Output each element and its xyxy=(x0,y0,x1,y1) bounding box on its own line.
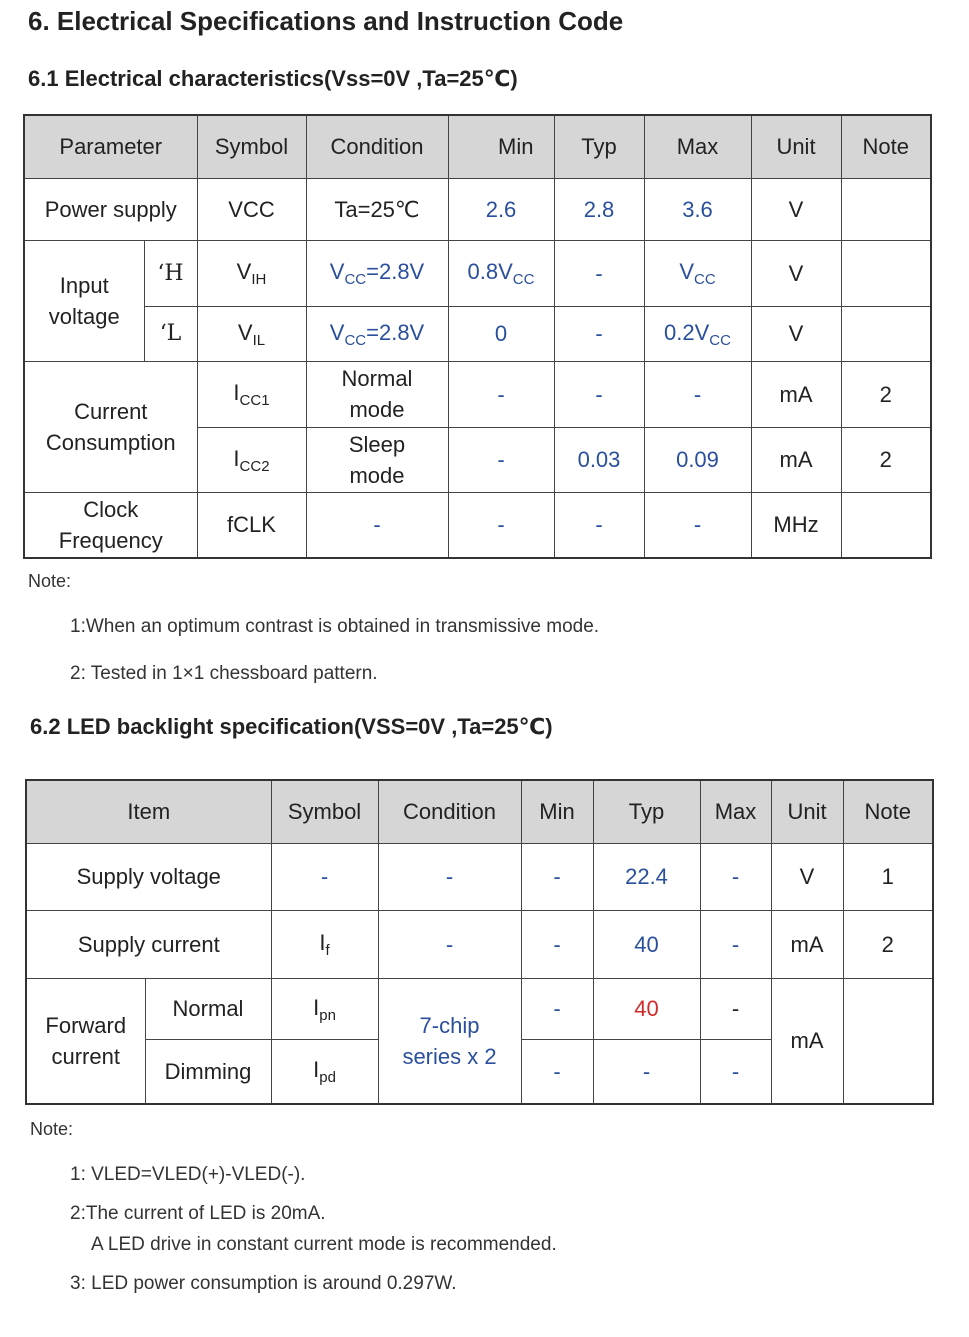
min-cell: - xyxy=(521,910,593,978)
min-cell: - xyxy=(521,843,593,910)
table-row xyxy=(26,910,933,978)
condition-cell: 7-chip series x 2 xyxy=(378,978,521,1104)
header-unit: Unit xyxy=(751,115,841,178)
symbol-fclk: fCLK xyxy=(197,492,306,558)
typ-cell: 40 xyxy=(593,978,700,1039)
condition-cell: Ta=25℃ xyxy=(306,178,448,240)
header-note: Note xyxy=(843,780,933,843)
electrical-note-label: Note: xyxy=(28,571,72,591)
header-parameter: Parameter xyxy=(24,115,197,178)
param-power-supply: Power supply xyxy=(24,178,197,240)
min-cell: 0 xyxy=(448,306,554,361)
header-max: Max xyxy=(644,115,751,178)
unit-cell: V xyxy=(751,240,841,306)
typ-cell: 0.03 xyxy=(554,427,644,492)
note-cell: 2 xyxy=(843,910,933,978)
header-condition: Condition xyxy=(378,780,521,843)
min-cell: - xyxy=(448,427,554,492)
header-note: Note xyxy=(841,115,931,178)
param-clock-frequency: Clock Frequency xyxy=(24,492,197,558)
typ-cell: 2.8 xyxy=(554,178,644,240)
max-cell: - xyxy=(644,492,751,558)
unit-cell: mA xyxy=(751,361,841,427)
min-cell: - xyxy=(521,978,593,1039)
forward-normal-label: Normal xyxy=(145,978,271,1039)
min-cell: 2.6 xyxy=(448,178,554,240)
led-note-1: 1: VLED=VLED(+)-VLED(-). xyxy=(70,1164,306,1185)
max-cell: 0.09 xyxy=(644,427,751,492)
condition-cell: - xyxy=(378,910,521,978)
electrical-table xyxy=(23,114,932,559)
table-header-row xyxy=(24,115,931,178)
led-note-label: Note: xyxy=(30,1119,74,1139)
led-table xyxy=(25,779,934,1105)
param-input-voltage: Input voltage xyxy=(24,240,144,361)
header-max: Max xyxy=(700,780,771,843)
symbol-if: $I_f$ xyxy=(271,910,378,978)
input-level-l: ‘L xyxy=(144,306,197,361)
min-cell: - xyxy=(521,1039,593,1104)
header-min: Min xyxy=(521,780,593,843)
max-cell: - xyxy=(700,910,771,978)
condition-cell: $V_{CC}=2.8V$ xyxy=(306,240,448,306)
header-min: Min xyxy=(448,115,554,178)
led-note-2-detail: A LED drive in constant current mode is recommended. xyxy=(91,1234,557,1255)
electrical-note-2: 2: Tested in 1×1 chessboard pattern. xyxy=(70,663,378,684)
unit-cell: mA xyxy=(771,978,843,1104)
unit-cell: mA xyxy=(771,910,843,978)
max-cell: - xyxy=(700,978,771,1039)
note-cell xyxy=(841,178,931,240)
unit-cell: V xyxy=(771,843,843,910)
symbol-cell: - xyxy=(271,843,378,910)
note-cell xyxy=(843,978,933,1104)
header-condition: Condition xyxy=(306,115,448,178)
max-cell: - xyxy=(644,361,751,427)
symbol-icc1: $I_{CC1}$ xyxy=(197,361,306,427)
typ-cell: 22.4 xyxy=(593,843,700,910)
item-forward-current: Forward current xyxy=(26,978,145,1104)
typ-cell: - xyxy=(593,1039,700,1104)
item-supply-current: Supply current xyxy=(26,910,271,978)
param-current-consumption: Current Consumption xyxy=(24,361,197,492)
electrical-note-1: 1:When an optimum contrast is obtained in transmissive mode. xyxy=(70,616,600,637)
led-note-3: 3: LED power consumption is around 0.297W. xyxy=(70,1273,457,1294)
table-row xyxy=(24,492,931,558)
note-cell xyxy=(841,306,931,361)
note-cell: 2 xyxy=(841,427,931,492)
condition-cell: - xyxy=(378,843,521,910)
max-cell: $0.2V_{CC}$ xyxy=(644,306,751,361)
note-cell: 1 xyxy=(843,843,933,910)
header-symbol: Symbol xyxy=(271,780,378,843)
table-header-row xyxy=(26,780,933,843)
max-cell: - xyxy=(700,1039,771,1104)
typ-cell: - xyxy=(554,492,644,558)
forward-dimming-label: Dimming xyxy=(145,1039,271,1104)
unit-cell: mA xyxy=(751,427,841,492)
symbol-vih: $V_{IH}$ xyxy=(197,240,306,306)
unit-cell: V xyxy=(751,178,841,240)
table-row xyxy=(26,843,933,910)
note-cell xyxy=(841,240,931,306)
typ-cell: - xyxy=(554,306,644,361)
header-unit: Unit xyxy=(771,780,843,843)
header-symbol: Symbol xyxy=(197,115,306,178)
table-row xyxy=(24,361,931,427)
header-item: Item xyxy=(26,780,271,843)
table-row xyxy=(26,978,933,1039)
symbol-ipd: $I_{pd}$ xyxy=(271,1039,378,1104)
min-cell: - xyxy=(448,492,554,558)
table-row xyxy=(24,240,931,306)
max-cell: $V_{CC}$ xyxy=(644,240,751,306)
symbol-vcc: VCC xyxy=(197,178,306,240)
min-cell: $0.8V_{CC}$ xyxy=(448,240,554,306)
max-cell: - xyxy=(700,843,771,910)
led-heading: 6.2 LED backlight specification(VSS=0V ,Ta=25℃) xyxy=(30,714,553,739)
typ-cell: - xyxy=(554,240,644,306)
typ-cell: 40 xyxy=(593,910,700,978)
table-row xyxy=(24,178,931,240)
condition-cell: $V_{CC}=2.8V$ xyxy=(306,306,448,361)
symbol-ipn: $I_{pn}$ xyxy=(271,978,378,1039)
led-note-2: 2:The current of LED is 20mA. xyxy=(70,1203,326,1224)
symbol-icc2: $I_{CC2}$ xyxy=(197,427,306,492)
table-row xyxy=(24,306,931,361)
condition-cell: Sleep mode xyxy=(306,427,448,492)
note-cell: 2 xyxy=(841,361,931,427)
max-cell: 3.6 xyxy=(644,178,751,240)
header-typ: Typ xyxy=(593,780,700,843)
header-typ: Typ xyxy=(554,115,644,178)
condition-cell: - xyxy=(306,492,448,558)
unit-cell: V xyxy=(751,306,841,361)
section-title: 6. Electrical Specifications and Instruction Code xyxy=(28,6,624,36)
typ-cell: - xyxy=(554,361,644,427)
electrical-heading: 6.1 Electrical characteristics(Vss=0V ,Ta=25℃) xyxy=(28,66,518,91)
input-level-h: ‘H xyxy=(144,240,197,306)
item-supply-voltage: Supply voltage xyxy=(26,843,271,910)
note-cell xyxy=(841,492,931,558)
condition-cell: Normal mode xyxy=(306,361,448,427)
unit-cell: MHz xyxy=(751,492,841,558)
symbol-vil: $V_{IL}$ xyxy=(197,306,306,361)
min-cell: - xyxy=(448,361,554,427)
